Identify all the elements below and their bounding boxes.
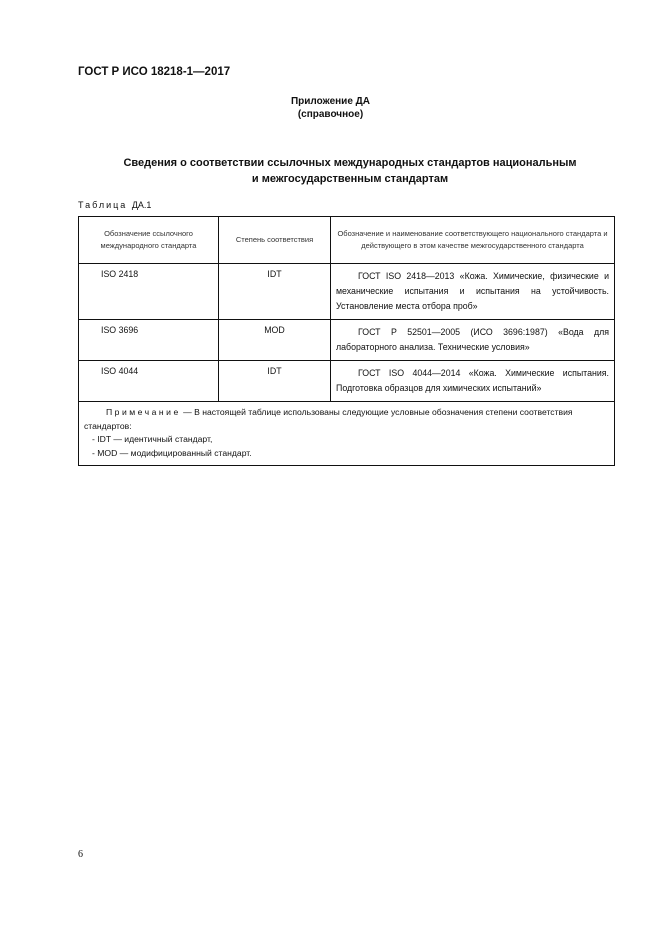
annex-subtitle: (справочное) [297,109,364,120]
note-item: - MOD — модифицированный стандарт. [92,447,252,458]
cell-national [331,361,615,402]
cell-reference: ISO 3696 [79,320,219,361]
national-text: ГОСТ ISO 4044—2014 «Кожа. Химические испытания. Подготовка образцов для химических испытаний» [336,368,609,393]
cell-degree: MOD [219,320,331,361]
table-caption-number: ДА.1 [131,200,152,210]
section-title-line2: и межгосударственным стандартам [251,173,449,185]
national-text: ГОСТ ISO 2418—2013 «Кожа. Химические, физические и механические испытания и испытания на устойчивость. Установление места отбора проб» [336,271,609,311]
cell-reference: ISO 2418 [79,264,219,320]
section-title-line1: Сведения о соответствии ссылочных международных стандартов национальным [123,157,577,169]
table-row [79,320,615,361]
table-note [79,402,615,466]
table-caption-word: Таблица [78,200,128,210]
correspondence-table [78,216,615,466]
document-code: ГОСТ Р ИСО 18218-1—2017 [78,66,231,78]
national-text: ГОСТ Р 52501—2005 (ИСО 3696:1987) «Вода для лабораторного анализа. Технические условия» [336,327,609,352]
note-text: — В настоящей таблице использованы следующие условные обозначения степени соответствия стандартов: [84,407,573,431]
table-note-row [79,402,615,466]
page-number: 6 [78,849,83,860]
header-reference: Обозначение ссылочного международного стандарта [79,217,219,264]
header-degree: Степень соответствия [219,217,331,264]
table-row [79,264,615,320]
header-national: Обозначение и наименование соответствующего национального стандарта и действующего в этом качестве межгосударственного стандарта [331,217,615,264]
cell-national [331,264,615,320]
cell-national [331,320,615,361]
note-item: - IDT — идентичный стандарт, [92,434,213,444]
table-header-row [79,217,615,264]
note-label: Примечание [106,407,181,417]
table-row [79,361,615,402]
section-title [90,155,610,187]
table-caption [78,200,151,210]
cell-degree: IDT [219,264,331,320]
cell-degree: IDT [219,361,331,402]
annex-heading [0,95,661,121]
cell-reference: ISO 4044 [79,361,219,402]
annex-title: Приложение ДА [290,96,371,107]
